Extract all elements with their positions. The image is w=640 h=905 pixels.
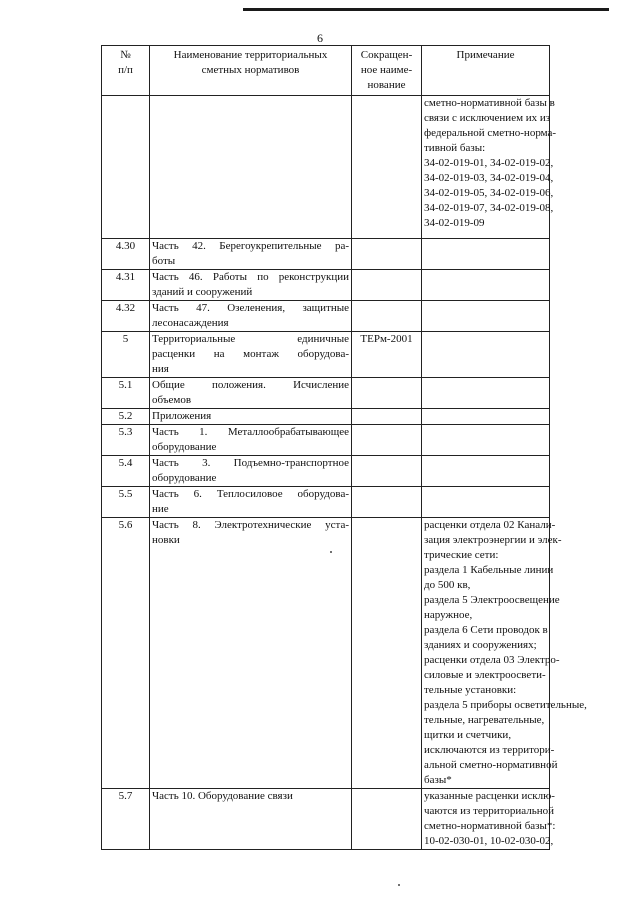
row-name: Часть 10. Оборудование связи bbox=[150, 789, 352, 850]
table-row bbox=[102, 518, 550, 789]
table-row bbox=[102, 96, 550, 239]
row-note bbox=[422, 425, 550, 456]
row-name: Часть 47. Озеленения, защитные лесонасаждения bbox=[150, 301, 352, 332]
row-abbr bbox=[352, 789, 422, 850]
row-number: 5.4 bbox=[102, 456, 150, 487]
row-name: Часть 3. Подъемно-транспортное оборудование bbox=[150, 456, 352, 487]
row-note: расценки отдела 02 Канали- зация электроэнергии и элек- трические сети: раздела 1 Кабельные линии до 500 кв, раздела 5 Электроосвещение наружное, раздела 6 Сети проводок в зданиях и сооружениях; расценки отдела 03 Электро- силовые и электроосвети- тельные установки: раздела 5 приборы осветительные, тельные, нагревательные, щитки и счетчики, исключаются из территори- альной сметно-нормативной базы* bbox=[422, 518, 550, 789]
header-num: № п/п bbox=[102, 46, 150, 96]
row-number bbox=[102, 96, 150, 239]
row-abbr bbox=[352, 301, 422, 332]
table-row bbox=[102, 456, 550, 487]
row-note bbox=[422, 409, 550, 425]
row-number: 4.32 bbox=[102, 301, 150, 332]
row-note bbox=[422, 301, 550, 332]
header-row bbox=[102, 46, 550, 96]
row-abbr bbox=[352, 270, 422, 301]
table-row bbox=[102, 425, 550, 456]
table-row bbox=[102, 270, 550, 301]
row-number: 5.5 bbox=[102, 487, 150, 518]
table-row bbox=[102, 239, 550, 270]
header-name: Наименование территориальных сметных нормативов bbox=[150, 46, 352, 96]
table-body bbox=[102, 96, 587, 850]
row-name: Часть 46. Работы по реконструкции зданий и сооружений bbox=[150, 270, 352, 301]
table-row bbox=[102, 487, 550, 518]
row-name: Часть 1. Металлообрабатывающее оборудование bbox=[150, 425, 352, 456]
row-abbr bbox=[352, 96, 422, 239]
table-row bbox=[102, 789, 550, 850]
table-row bbox=[102, 332, 550, 378]
row-note: сметно-нормативной базы в связи с исключением их из федеральной сметно-норма- тивной базы: 34-02-019-01, 34-02-019-02, 34-02-019-03, 34-02-019-04, 34-02-019-05, 34-02-019-06, 34-02-019-07, 34-02-019-08, 34-02-019-09 bbox=[422, 96, 550, 239]
scan-speck bbox=[330, 551, 332, 553]
row-note bbox=[422, 487, 550, 518]
table-row bbox=[102, 409, 550, 425]
norms-table bbox=[101, 45, 587, 850]
row-note bbox=[422, 270, 550, 301]
scan-speck bbox=[398, 884, 400, 886]
header-note: Примечание bbox=[422, 46, 550, 96]
row-abbr bbox=[352, 518, 422, 789]
top-rule bbox=[243, 8, 609, 11]
row-abbr bbox=[352, 239, 422, 270]
row-number: 5.6 bbox=[102, 518, 150, 789]
table-row bbox=[102, 301, 550, 332]
row-number: 5.3 bbox=[102, 425, 150, 456]
row-note bbox=[422, 239, 550, 270]
row-number: 5 bbox=[102, 332, 150, 378]
row-name: Приложения bbox=[150, 409, 352, 425]
row-name: Часть 8. Электротехнические уста- новки bbox=[150, 518, 352, 789]
row-note bbox=[422, 456, 550, 487]
header-abbr: Сокращен- ное наиме- нование bbox=[352, 46, 422, 96]
row-abbr bbox=[352, 425, 422, 456]
row-name bbox=[150, 96, 352, 239]
row-name: Территориальные единичные расценки на монтаж оборудова- ния bbox=[150, 332, 352, 378]
row-number: 5.7 bbox=[102, 789, 150, 850]
row-abbr bbox=[352, 378, 422, 409]
row-name: Общие положения. Исчисление объемов bbox=[150, 378, 352, 409]
row-abbr bbox=[352, 409, 422, 425]
row-note bbox=[422, 378, 550, 409]
row-number: 5.2 bbox=[102, 409, 150, 425]
table-row bbox=[102, 378, 550, 409]
page-number: 6 bbox=[317, 31, 323, 45]
row-name: Часть 42. Берегоукрепительные ра- боты bbox=[150, 239, 352, 270]
row-abbr bbox=[352, 456, 422, 487]
row-number: 4.31 bbox=[102, 270, 150, 301]
row-note bbox=[422, 332, 550, 378]
row-number: 5.1 bbox=[102, 378, 150, 409]
row-note: указанные расценки исклю- чаются из территориальной сметно-нормативной базы*: 10-02-030-01, 10-02-030-02, bbox=[422, 789, 550, 850]
row-number: 4.30 bbox=[102, 239, 150, 270]
row-abbr: ТЕРм-2001 bbox=[352, 332, 422, 378]
row-abbr bbox=[352, 487, 422, 518]
row-name: Часть 6. Теплосиловое оборудова- ние bbox=[150, 487, 352, 518]
